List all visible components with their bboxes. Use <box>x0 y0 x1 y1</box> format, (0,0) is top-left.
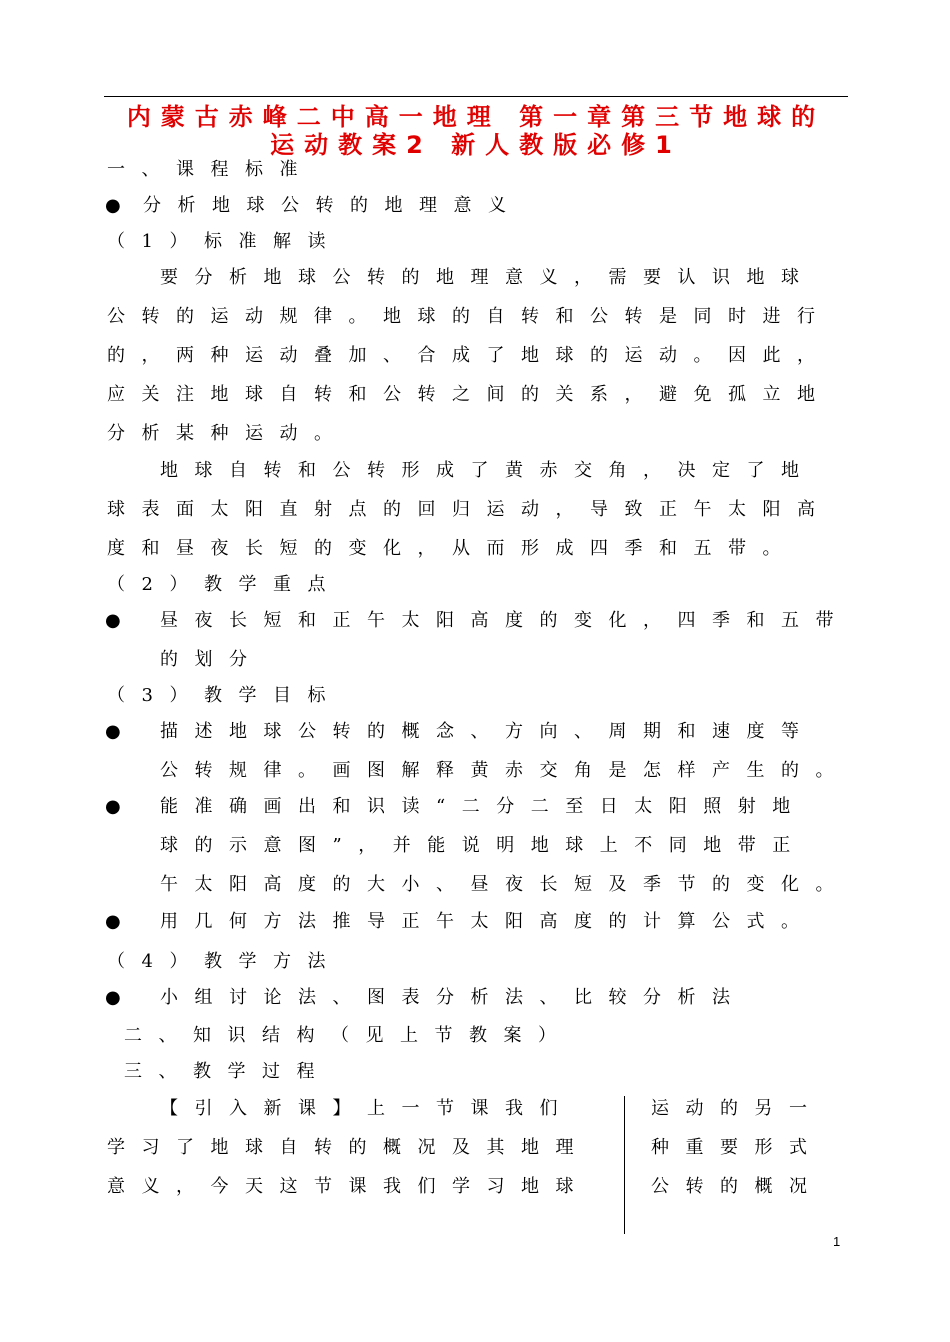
bullet-text: 描述地球公转的概念、方向、周期和速度等 <box>160 721 816 742</box>
subheading-1: （1）标准解读 <box>107 231 342 252</box>
bullet-icon: ● <box>105 911 121 932</box>
bullet-icon: ● <box>105 796 121 817</box>
paragraph-line: 分析某种运动。 <box>107 423 349 444</box>
subheading-3: （3）教学目标 <box>107 685 342 706</box>
right-column-line: 种重要形式 <box>651 1137 824 1158</box>
paragraph-line: 要分析地球公转的地理意义，需要认识地球 <box>160 267 816 288</box>
document-title-line-1: 内蒙古赤峰二中高一地理 第一章第三节地球的 <box>126 103 826 131</box>
section-heading-1: 一、课程标准 <box>107 159 314 180</box>
paragraph-line: 应关注地球自转和公转之间的关系，避免孤立地 <box>107 384 832 405</box>
paragraph-line: 球表面太阳直射点的回归运动，导致正午太阳高 <box>107 499 832 520</box>
left-column-line: 意义，今天这节课我们学习地球 <box>107 1176 590 1197</box>
bullet-text: 用几何方法推导正午太阳高度的计算公式。 <box>160 911 816 932</box>
bullet-icon: ● <box>105 987 121 1008</box>
paragraph-line: 的，两种运动叠加、合成了地球的运动。因此， <box>107 345 832 366</box>
page-number: 1 <box>833 1234 841 1249</box>
paragraph-line: 地球自转和公转形成了黄赤交角，决定了地 <box>160 460 816 481</box>
bullet-text: 能准确画出和识读“二分二至日太阳照射地 <box>160 796 807 817</box>
paragraph-line: 公转的运动规律。地球的自转和公转是同时进行 <box>107 306 832 327</box>
left-column-line: 【引入新课】上一节课我们 <box>160 1098 574 1119</box>
left-column-line: 学习了地球自转的概况及其地理 <box>107 1137 590 1158</box>
header-rule <box>104 96 848 97</box>
document-title-line-2: 运动教案2 新人教版必修1 <box>270 131 682 159</box>
section-heading-3: 三、教学过程 <box>124 1061 331 1082</box>
right-column-line: 公转的概况 <box>651 1176 824 1197</box>
bullet-text: 公转规律。画图解释黄赤交角是怎样产生的。 <box>160 760 850 781</box>
bullet-icon: ● <box>105 195 121 216</box>
bullet-text: 小组讨论法、图表分析法、比较分析法 <box>160 987 747 1008</box>
subheading-4: （4）教学方法 <box>107 951 342 972</box>
bullet-text: 的划分 <box>160 649 264 670</box>
column-divider <box>624 1096 625 1234</box>
bullet-text: 昼夜长短和正午太阳高度的变化，四季和五带 <box>160 610 850 631</box>
section-heading-2: 二、知识结构（见上节教案） <box>124 1025 573 1046</box>
bullet-icon: ● <box>105 610 121 631</box>
bullet-text: 午太阳高度的大小、昼夜长短及季节的变化。 <box>160 874 850 895</box>
paragraph-line: 度和昼夜长短的变化，从而形成四季和五带。 <box>107 538 797 559</box>
right-column-line: 运动的另一 <box>651 1098 824 1119</box>
subheading-2: （2）教学重点 <box>107 574 342 595</box>
bullet-text: 球的示意图”，并能说明地球上不同地带正 <box>160 835 807 856</box>
bullet-icon: ● <box>105 721 121 742</box>
bullet-text: 分析地球公转的地理意义 <box>143 195 523 216</box>
